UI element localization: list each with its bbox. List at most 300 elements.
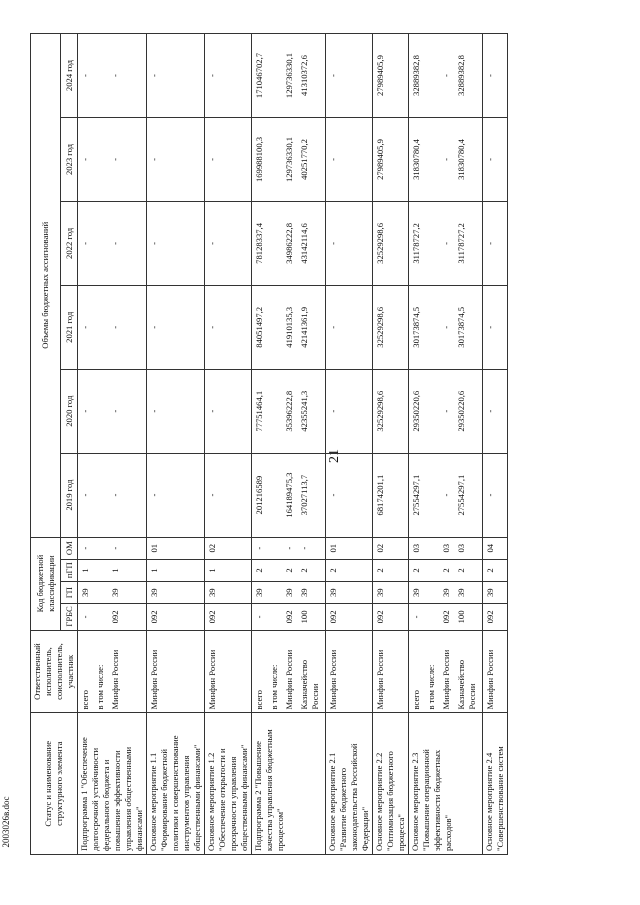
cell-group bbox=[409, 369, 483, 453]
cell-group bbox=[205, 34, 252, 118]
allocation-value: 42355241,3 bbox=[299, 390, 309, 432]
allocation-value bbox=[268, 37, 283, 114]
allocation-value: 32889382,8 bbox=[456, 55, 466, 96]
code-cell: - bbox=[411, 615, 421, 619]
cell-group bbox=[147, 118, 205, 202]
code-cell: 01 bbox=[149, 543, 159, 553]
structural-element-name: Основное мероприятие 2.4 "Совершенствование систем bbox=[483, 713, 508, 855]
cell-group bbox=[205, 604, 252, 630]
code-cell: 092 bbox=[485, 610, 495, 624]
cell-group bbox=[373, 537, 409, 559]
structural-element-name: Подпрограмма 2 "Повышение качества управления бюджетным процессом" bbox=[252, 713, 326, 855]
budget-allocation-table bbox=[30, 33, 508, 855]
code-cell: 39 bbox=[149, 588, 159, 597]
cell-group bbox=[147, 582, 205, 604]
allocation-value: - bbox=[328, 241, 338, 245]
code-cell: 092 bbox=[207, 610, 217, 624]
cell-group bbox=[373, 118, 409, 202]
cell-group bbox=[78, 201, 147, 285]
cell-group bbox=[252, 537, 326, 559]
cell-group bbox=[252, 201, 326, 285]
cell-group bbox=[78, 604, 147, 630]
allocation-value bbox=[94, 205, 109, 282]
allocation-value bbox=[425, 205, 440, 282]
document-filename: 2003026в.doc bbox=[1, 796, 11, 848]
code-cell: 39 bbox=[110, 588, 120, 597]
code-cell: 39 bbox=[375, 588, 385, 597]
code-cell: - bbox=[284, 546, 294, 550]
allocation-value bbox=[268, 457, 283, 534]
allocation-value: - bbox=[485, 493, 495, 497]
table-row bbox=[326, 34, 373, 855]
allocation-value: 27554297,1 bbox=[456, 474, 466, 516]
executor-cell: Минфин России bbox=[149, 649, 159, 710]
cell-group bbox=[147, 34, 205, 118]
cell-group bbox=[326, 118, 373, 202]
code-cell: 39 bbox=[254, 588, 264, 597]
code-cell: 01 bbox=[328, 543, 338, 553]
code-cell: 2 bbox=[485, 568, 495, 573]
allocation-value bbox=[425, 37, 440, 114]
allocation-value: 171046702,7 bbox=[254, 52, 264, 99]
code-cell bbox=[94, 563, 109, 578]
allocation-value: - bbox=[207, 241, 217, 245]
cell-group bbox=[483, 559, 508, 581]
allocation-value bbox=[94, 121, 109, 198]
executor-cell: Казначейство России bbox=[456, 659, 477, 710]
allocation-value: - bbox=[485, 158, 495, 161]
allocation-value: 84051497,2 bbox=[254, 306, 264, 348]
cell-group bbox=[483, 285, 508, 369]
cell-group bbox=[326, 559, 373, 581]
allocation-value: - bbox=[328, 325, 338, 329]
allocation-value: - bbox=[441, 325, 451, 329]
cell-group bbox=[373, 201, 409, 285]
cell-group bbox=[252, 369, 326, 453]
allocation-value: 32529298,6 bbox=[375, 390, 385, 432]
executor-cell: Минфин России bbox=[284, 649, 294, 710]
code-cell: 39 bbox=[456, 588, 466, 597]
cell-group bbox=[409, 285, 483, 369]
cell-group bbox=[326, 604, 373, 630]
cell-group bbox=[373, 630, 409, 713]
header-gp: ГП bbox=[61, 582, 78, 604]
cell-group bbox=[78, 453, 147, 537]
cell-group bbox=[147, 604, 205, 630]
executor-cell: в том числе: bbox=[95, 664, 105, 710]
code-cell: 2 bbox=[456, 568, 466, 573]
cell-group bbox=[205, 369, 252, 453]
allocation-value: 201216589 bbox=[254, 475, 264, 515]
code-cell: 03 bbox=[411, 543, 421, 553]
code-cell: 2 bbox=[441, 568, 451, 573]
cell-group bbox=[326, 582, 373, 604]
structural-element-name: Основное мероприятие 1.2 "Обеспечение открытости и прозрачности управления общественными финансами" bbox=[205, 713, 252, 855]
structural-element-name: Основное мероприятие 2.1 "Развитие бюджетного законодательства Российской Федерации" bbox=[326, 713, 373, 855]
allocation-value: - bbox=[80, 241, 90, 245]
allocation-value: - bbox=[207, 74, 217, 77]
cell-group bbox=[409, 604, 483, 630]
allocation-value bbox=[268, 205, 283, 282]
code-cell: 1 bbox=[80, 568, 90, 573]
allocation-value: - bbox=[441, 158, 451, 161]
code-cell: 092 bbox=[328, 610, 338, 624]
allocation-value: - bbox=[328, 74, 338, 77]
structural-element-name: Подпрограмма 1 "Обеспечение долгосрочной устойчивости федерального бюджета и повышение эффективности управления общественными финансами" bbox=[78, 713, 147, 855]
code-cell: 100 bbox=[456, 610, 466, 624]
allocation-value: - bbox=[110, 409, 120, 413]
cell-group bbox=[147, 537, 205, 559]
allocation-value: 29350220,6 bbox=[456, 390, 466, 432]
allocation-value: 31830780,4 bbox=[456, 139, 466, 180]
allocation-value: - bbox=[149, 325, 159, 329]
code-cell bbox=[425, 607, 440, 626]
code-cell: 092 bbox=[284, 610, 294, 624]
cell-group bbox=[205, 630, 252, 713]
allocation-value: 164189475,3 bbox=[284, 472, 294, 518]
allocation-value: 30173874,5 bbox=[411, 306, 421, 348]
allocation-value bbox=[425, 121, 440, 198]
header-status: Статус и наименование структурного элемента bbox=[31, 713, 78, 855]
cell-group bbox=[252, 285, 326, 369]
code-cell bbox=[425, 563, 440, 578]
allocation-value: 77751464,1 bbox=[254, 390, 264, 432]
cell-group bbox=[205, 285, 252, 369]
structural-element-name: Основное мероприятие 1.1 "Формирование бюджетной политики и совершенствование инструментов управления общественными финансами" bbox=[147, 713, 205, 855]
executor-cell: всего bbox=[411, 690, 421, 710]
code-cell: 39 bbox=[284, 588, 294, 597]
allocation-value: - bbox=[80, 158, 90, 161]
cell-group bbox=[147, 285, 205, 369]
cell-group bbox=[78, 118, 147, 202]
cell-group bbox=[326, 201, 373, 285]
allocation-value: - bbox=[110, 325, 120, 329]
cell-group bbox=[409, 34, 483, 118]
allocation-value: 78128337,4 bbox=[254, 222, 264, 264]
code-cell: 39 bbox=[485, 588, 495, 597]
cell-group bbox=[78, 369, 147, 453]
code-cell: - bbox=[254, 615, 264, 619]
allocation-value: - bbox=[149, 158, 159, 161]
allocation-value: 37027113,7 bbox=[299, 474, 309, 516]
allocation-value: - bbox=[80, 409, 90, 413]
code-cell: - bbox=[110, 546, 120, 550]
code-cell: 2 bbox=[411, 568, 421, 573]
allocation-value: 31830780,4 bbox=[411, 139, 421, 180]
cell-group bbox=[409, 118, 483, 202]
cell-group bbox=[373, 453, 409, 537]
cell-group bbox=[78, 285, 147, 369]
code-cell: - bbox=[299, 546, 309, 550]
table-row bbox=[205, 34, 252, 855]
allocation-value bbox=[268, 373, 283, 450]
code-cell: 2 bbox=[299, 568, 309, 573]
allocation-value: 34986222,8 bbox=[284, 222, 294, 264]
table-row bbox=[147, 34, 205, 855]
allocation-value: - bbox=[207, 493, 217, 497]
allocation-value: - bbox=[328, 409, 338, 413]
code-cell bbox=[425, 541, 440, 556]
code-cell: 1 bbox=[110, 568, 120, 573]
allocation-value: 42141361,9 bbox=[299, 306, 309, 348]
cell-group bbox=[483, 369, 508, 453]
code-cell: 02 bbox=[207, 543, 217, 553]
allocation-value: - bbox=[110, 493, 120, 497]
allocation-value: 27989405,9 bbox=[375, 55, 385, 96]
allocation-value: - bbox=[110, 74, 120, 77]
cell-group bbox=[483, 34, 508, 118]
allocation-value bbox=[425, 457, 440, 534]
executor-cell: Минфин России bbox=[485, 649, 495, 710]
allocation-value bbox=[268, 121, 283, 198]
cell-group bbox=[326, 369, 373, 453]
code-cell bbox=[268, 585, 283, 600]
allocation-value: - bbox=[149, 409, 159, 413]
allocation-value: 129736330,1 bbox=[284, 136, 294, 183]
executor-cell: в том числе: bbox=[426, 664, 436, 710]
cell-group bbox=[373, 582, 409, 604]
cell-group bbox=[147, 369, 205, 453]
header-om: ОМ bbox=[61, 537, 78, 559]
executor-cell: Минфин России bbox=[375, 649, 385, 710]
code-cell: 2 bbox=[375, 568, 385, 573]
code-cell: 092 bbox=[375, 610, 385, 624]
allocation-value bbox=[94, 37, 109, 114]
table-body bbox=[78, 34, 508, 855]
allocation-value: - bbox=[110, 158, 120, 161]
cell-group bbox=[252, 34, 326, 118]
cell-group bbox=[147, 453, 205, 537]
budget-table-container bbox=[30, 33, 550, 855]
cell-group bbox=[78, 582, 147, 604]
table-row bbox=[373, 34, 409, 855]
cell-group bbox=[252, 559, 326, 581]
executor-cell: Минфин России bbox=[328, 649, 338, 710]
cell-group bbox=[78, 537, 147, 559]
cell-group bbox=[409, 559, 483, 581]
allocation-value: - bbox=[149, 241, 159, 245]
allocation-value: - bbox=[80, 74, 90, 77]
allocation-value bbox=[425, 289, 440, 366]
allocation-value bbox=[94, 373, 109, 450]
code-cell: 04 bbox=[485, 543, 495, 553]
allocation-value: 30173874,5 bbox=[456, 306, 466, 348]
cell-group bbox=[483, 118, 508, 202]
allocation-value bbox=[94, 289, 109, 366]
allocation-value bbox=[94, 457, 109, 534]
code-cell bbox=[94, 585, 109, 600]
header-2024: 2024 год bbox=[61, 34, 78, 118]
allocation-value: 68174201,1 bbox=[375, 474, 385, 516]
cell-group bbox=[326, 285, 373, 369]
cell-group bbox=[373, 34, 409, 118]
cell-group bbox=[205, 582, 252, 604]
allocation-value: - bbox=[149, 493, 159, 497]
cell-group bbox=[205, 118, 252, 202]
allocation-value: - bbox=[441, 74, 451, 77]
cell-group bbox=[373, 285, 409, 369]
allocation-value: 32529298,6 bbox=[375, 222, 385, 264]
code-cell: 092 bbox=[149, 610, 159, 624]
cell-group bbox=[373, 369, 409, 453]
code-cell: 2 bbox=[328, 568, 338, 573]
allocation-value: - bbox=[207, 325, 217, 329]
header-2019: 2019 год bbox=[61, 453, 78, 537]
cell-group bbox=[483, 582, 508, 604]
allocation-value: 35396222,8 bbox=[284, 390, 294, 432]
cell-group bbox=[205, 453, 252, 537]
cell-group bbox=[326, 34, 373, 118]
cell-group bbox=[326, 630, 373, 713]
allocation-value: - bbox=[110, 241, 120, 245]
allocation-value: - bbox=[80, 325, 90, 329]
allocation-value: - bbox=[207, 409, 217, 413]
cell-group bbox=[252, 630, 326, 713]
cell-group bbox=[252, 604, 326, 630]
allocation-value: 29350220,6 bbox=[411, 390, 421, 432]
header-pgp: пГП bbox=[61, 559, 78, 581]
cell-group bbox=[483, 201, 508, 285]
code-cell bbox=[268, 563, 283, 578]
allocation-value: - bbox=[441, 241, 451, 245]
structural-element-name: Основное мероприятие 2.3 "Повышение операционной эффективности бюджетных расходов" bbox=[409, 713, 483, 855]
code-cell: 02 bbox=[375, 543, 385, 553]
executor-cell: Минфин России bbox=[441, 649, 451, 710]
code-cell: 39 bbox=[299, 588, 309, 597]
header-grbs: ГРБС bbox=[61, 604, 78, 630]
allocation-value: 43142114,6 bbox=[299, 223, 309, 264]
table-row bbox=[483, 34, 508, 855]
code-cell: 39 bbox=[207, 588, 217, 597]
executor-cell: всего bbox=[80, 690, 90, 710]
allocation-value: - bbox=[328, 158, 338, 161]
cell-group bbox=[147, 630, 205, 713]
allocation-value: 129736330,1 bbox=[284, 52, 294, 99]
allocation-value: 32889382,8 bbox=[411, 55, 421, 96]
header-2023: 2023 год bbox=[61, 118, 78, 202]
executor-cell: всего bbox=[254, 690, 264, 710]
allocation-value: - bbox=[485, 74, 495, 77]
cell-group bbox=[78, 559, 147, 581]
table-row bbox=[409, 34, 483, 855]
cell-group bbox=[205, 537, 252, 559]
cell-group bbox=[147, 559, 205, 581]
cell-group bbox=[409, 582, 483, 604]
allocation-value: 27989405,9 bbox=[375, 139, 385, 180]
code-cell: 03 bbox=[456, 543, 466, 553]
cell-group bbox=[78, 34, 147, 118]
allocation-value: - bbox=[207, 158, 217, 161]
allocation-value: 41310372,6 bbox=[299, 55, 309, 96]
code-cell: 092 bbox=[110, 610, 120, 624]
page-number: 21 bbox=[327, 449, 342, 463]
code-cell: 1 bbox=[149, 568, 159, 573]
cell-group bbox=[483, 630, 508, 713]
executor-cell: в том числе: bbox=[269, 664, 279, 710]
cell-group bbox=[373, 604, 409, 630]
allocation-value: - bbox=[149, 74, 159, 77]
header-2022: 2022 год bbox=[61, 201, 78, 285]
allocation-value: 32529298,6 bbox=[375, 306, 385, 348]
code-cell: 2 bbox=[254, 568, 264, 573]
code-cell: 03 bbox=[441, 543, 451, 553]
allocation-value: - bbox=[485, 241, 495, 245]
allocation-value: - bbox=[485, 409, 495, 413]
code-cell: 39 bbox=[441, 588, 451, 597]
code-cell: - bbox=[254, 546, 264, 550]
cell-group bbox=[78, 630, 147, 713]
cell-group bbox=[409, 201, 483, 285]
cell-group bbox=[483, 537, 508, 559]
allocation-value bbox=[268, 289, 283, 366]
allocation-value: 27554297,1 bbox=[411, 474, 421, 516]
code-cell bbox=[268, 607, 283, 626]
executor-cell: Минфин России bbox=[207, 649, 217, 710]
allocation-value: 31178727,2 bbox=[411, 223, 421, 264]
header-2020: 2020 год bbox=[61, 369, 78, 453]
allocation-value: - bbox=[441, 409, 451, 413]
table-row bbox=[78, 34, 147, 855]
header-executor: Ответственный исполнитель, соисполнитель, участник bbox=[31, 630, 78, 713]
code-cell bbox=[268, 541, 283, 556]
cell-group bbox=[409, 537, 483, 559]
allocation-value: 41910135,3 bbox=[284, 306, 294, 348]
allocation-value: - bbox=[328, 493, 338, 497]
code-cell bbox=[94, 541, 109, 556]
cell-group bbox=[483, 453, 508, 537]
code-cell: 39 bbox=[80, 588, 90, 597]
cell-group bbox=[205, 559, 252, 581]
code-cell: 39 bbox=[411, 588, 421, 597]
cell-group bbox=[326, 537, 373, 559]
cell-group bbox=[252, 453, 326, 537]
cell-group bbox=[373, 559, 409, 581]
allocation-value: - bbox=[485, 325, 495, 329]
code-cell: 2 bbox=[284, 568, 294, 573]
code-cell: - bbox=[80, 615, 90, 619]
allocation-value: - bbox=[80, 493, 90, 497]
code-cell: 092 bbox=[441, 610, 451, 624]
allocation-value: 40251770,2 bbox=[299, 139, 309, 180]
structural-element-name: Основное мероприятие 2.2 "Оптимизация бюджетного процесса" bbox=[373, 713, 409, 855]
allocation-value: 169988100,3 bbox=[254, 136, 264, 183]
cell-group bbox=[483, 604, 508, 630]
header-2021: 2021 год bbox=[61, 285, 78, 369]
code-cell: 1 bbox=[207, 568, 217, 573]
executor-cell: Минфин России bbox=[110, 649, 120, 710]
code-cell bbox=[94, 607, 109, 626]
code-cell: - bbox=[80, 546, 90, 550]
executor-cell: Казначейство России bbox=[299, 659, 320, 710]
cell-group bbox=[326, 453, 373, 537]
allocation-value: 31178727,2 bbox=[456, 223, 466, 264]
cell-group bbox=[147, 201, 205, 285]
code-cell: 39 bbox=[328, 588, 338, 597]
cell-group bbox=[409, 453, 483, 537]
cell-group bbox=[409, 630, 483, 713]
header-allocations: Объемы бюджетных ассигнований bbox=[31, 34, 61, 538]
code-cell bbox=[425, 585, 440, 600]
header-budget-code: Код бюджетной классификации bbox=[31, 537, 61, 630]
cell-group bbox=[252, 118, 326, 202]
cell-group bbox=[205, 201, 252, 285]
cell-group bbox=[252, 582, 326, 604]
header-row-1 bbox=[31, 34, 61, 855]
allocation-value: - bbox=[441, 493, 451, 497]
code-cell: 100 bbox=[299, 610, 309, 624]
allocation-value bbox=[425, 373, 440, 450]
table-row bbox=[252, 34, 326, 855]
